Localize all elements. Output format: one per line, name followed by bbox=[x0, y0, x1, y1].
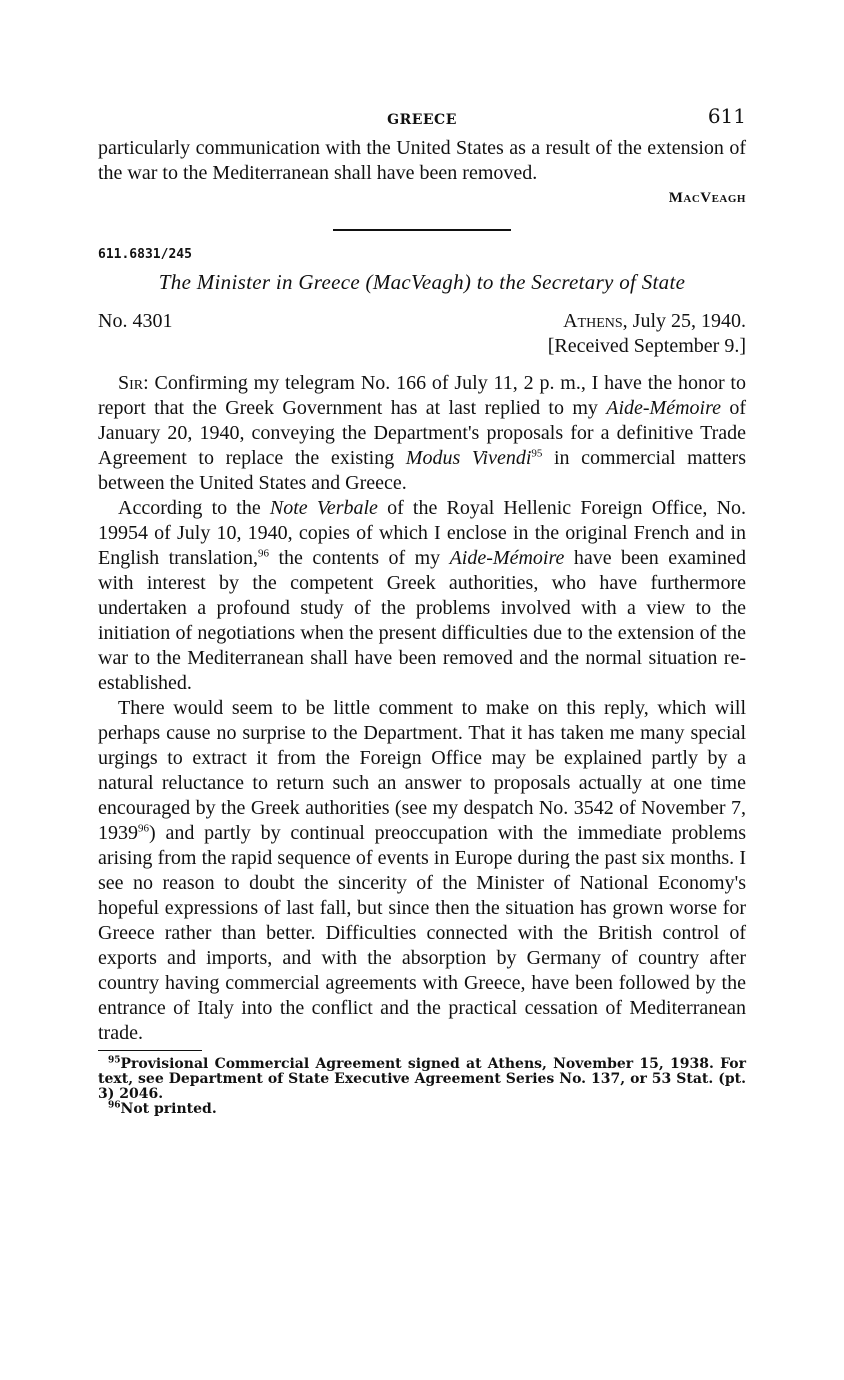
paragraph-1: Sir: Confirming my telegram No. 166 of July 11, 2 p. m., I have the honor to report that the Greek Government has at last replied to my Aide-Mémoire of January 20, 1940, conveying the Department's proposals for a definitive Trade Agreement to replace the existing Modus Vivendi$^{95}$ in commercial matters between the United States and Greece. bbox=[98, 372, 746, 494]
section-divider bbox=[333, 229, 511, 231]
place: Athens bbox=[563, 310, 623, 332]
intro-paragraph: particularly communication with the United States as a result of the extension of the war to the Mediterranean shall have been removed. bbox=[98, 137, 746, 184]
despatch-meta bbox=[98, 309, 746, 359]
despatch-number: No. 4301 bbox=[98, 310, 173, 332]
paragraph-2: According to the Note Verbale of the Royal Hellenic Foreign Office, No. 19954 of July 10, 1940, copies of which I enclose in the original French and in English translation,$^{96}$ the contents of my Aide-Mémoire have been examined with interest by the competent Greek authorities, who have furthermore undertaken a profound study of the problems involved with a view to the initiation of negotiations when the present difficulties due to the extension of the war to the Mediterranean shall have been removed and the normal situation re-established. bbox=[98, 497, 747, 694]
date: , July 25, 1940. bbox=[622, 310, 746, 332]
document-page bbox=[98, 100, 746, 1117]
footnotes bbox=[98, 1057, 746, 1117]
file-number: 611.6831/245 bbox=[98, 247, 192, 262]
running-title: GREECE bbox=[387, 112, 457, 128]
signature: MacVeagh bbox=[668, 190, 746, 206]
page-header bbox=[98, 100, 746, 136]
footnote-ref: 96 bbox=[138, 822, 149, 835]
dateline bbox=[548, 309, 746, 359]
footnote-ref: 95 bbox=[531, 447, 543, 460]
salutation: Sir bbox=[118, 372, 144, 394]
page-number: 611 bbox=[707, 104, 746, 128]
footnote-96: $^{96}$Not printed. bbox=[108, 1100, 217, 1117]
received-date: [Received September 9.] bbox=[547, 335, 746, 357]
footnote-rule bbox=[98, 1050, 202, 1051]
document-title: The Minister in Greece (MacVeagh) to the Secretary of State bbox=[158, 270, 686, 294]
footnote-ref: 96 bbox=[258, 547, 269, 560]
paragraph-3: There would seem to be little comment to make on this reply, which will perhaps cause no surprise to the Department. That it has taken me many special urgings to extract it from the Foreign Office may be explained partly by a natural reluctance to return such an answer to proposals actually at one time encouraged by the Greek authorities (see my despatch No. 3542 of November 7, 1939$^{96}$) and partly by continual preoccupation with the immediate problems arising from the rapid sequence of events in Europe during the past six months. I see no reason to doubt the sincerity of the Minister of National Economy's hopeful expressions of last fall, but since then the situation has grown worse for Greece rather than better. Difficulties connected with the British control of exports and imports, and with the absorption by Germany of country after country having commercial agreements with Greece, have been followed by the entrance of Italy into the conflict and the practical cessation of Mediterranean trade. bbox=[98, 697, 746, 1044]
footnote-95: $^{95}$Provisional Commercial Agreement signed at Athens, November 15, 1938. For text, see Department of State Executive Agreement Series No. 137, or 53 Stat. (pt. 3) 2046. bbox=[98, 1055, 746, 1102]
